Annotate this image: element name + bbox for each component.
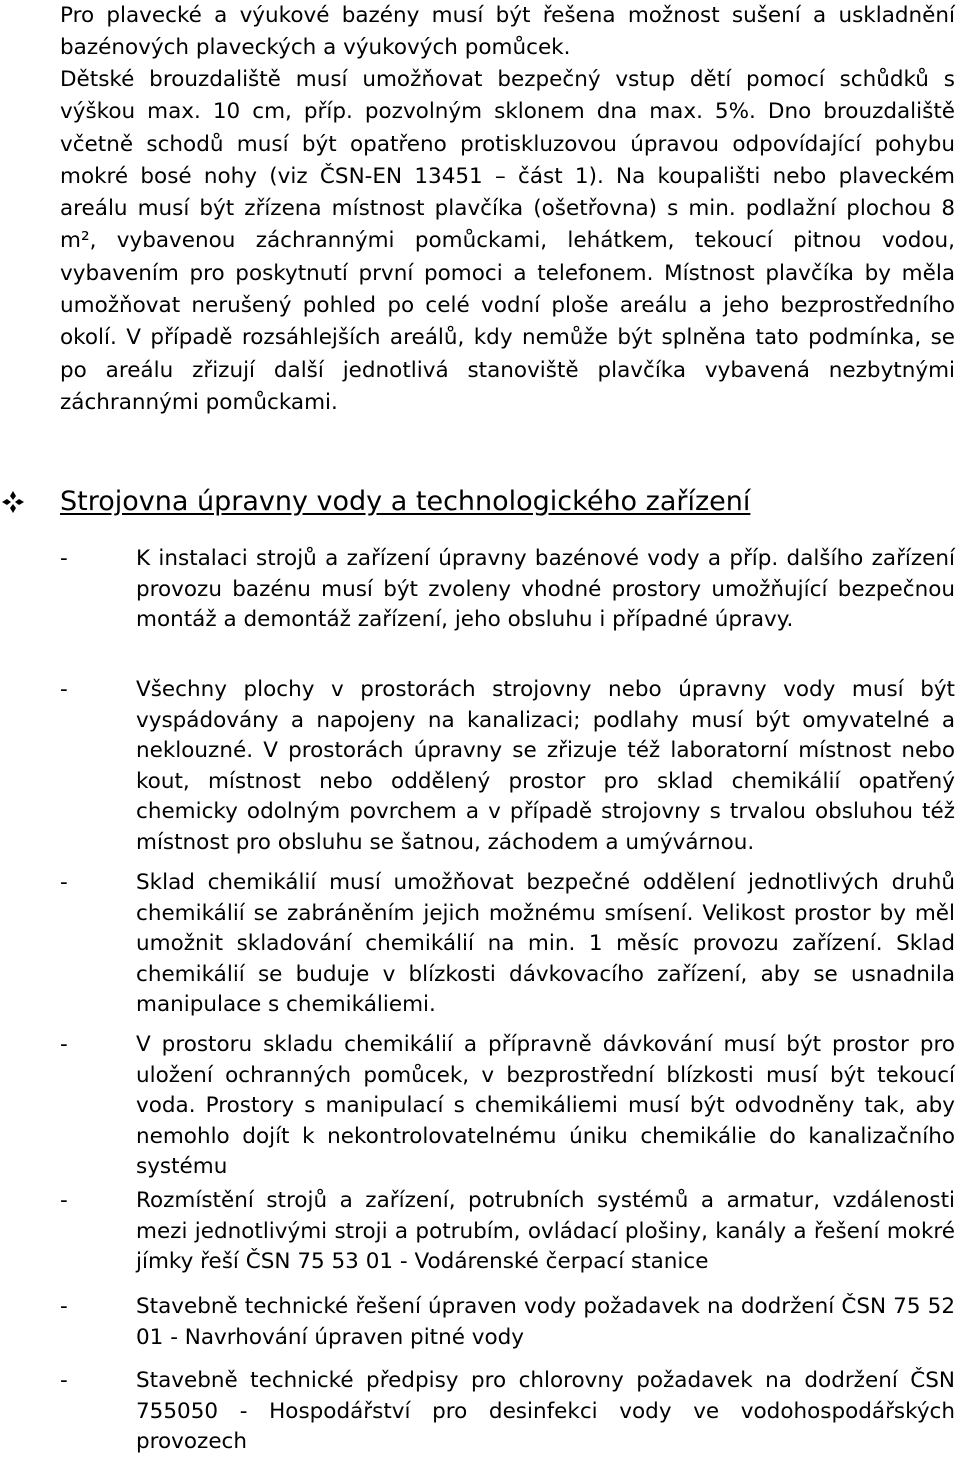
paragraph-wading-pool-tail: vybavenou záchrannými pomůckami, lehátkem, tekoucí pitnou vodou, vybavením pro poskytnutí první pomoci a telefonem. Místnost plavčíka by měla umožňovat nerušený pohled po celé vodní ploše areálu a jeho bezprostředního okolí. V případě rozsáhlejších areálů, kdy nemůže být splněna tato podmínka, se po areálu zřizují další jednotlivá stanoviště plavčíka vybavená nezbytnými záchrannými pomůckami. [60,228,955,415]
list-dash: - [60,1294,68,1319]
list-dash: - [60,1188,68,1213]
list-item-text: K instalaci strojů a zařízení úpravny bazénové vody a příp. dalšího zařízení provozu bazénu musí být zvoleny vhodné prostory umožňující bezpečnou montáž a demontáž zařízení, jeho obsluhu i případné úpravy. [136,546,955,632]
list-item-text: V prostoru skladu chemikálií a přípravně dávkování musí být prostor pro uložení ochranných pomůcek, v bezprostřední blízkosti musí být tekoucí voda. Prostory s manipulací s chemikáliemi musí být odvodněny tak, aby nemohlo dojít k nekontrolovatelnému úniku chemikálie do kanalizačního systému [136,1032,955,1179]
list-item-text: Sklad chemikálií musí umožňovat bezpečné oddělení jednotlivých druhů chemikálií se zabráněním jejich možnému smísení. Velikost prostor by měl umožnit skladování chemikálií na min. 1 měsíc provozu zařízení. Sklad chemikálií se buduje v blízkosti dávkovacího zařízení, aby se usnadnila manipulace s chemikáliemi. [136,870,955,1017]
section-heading: Strojovna úpravny vody a technologického zařízení [60,486,751,517]
list-dash: - [60,1032,68,1057]
list-dash: - [60,1368,68,1393]
list-item-text: Rozmístění strojů a zařízení, potrubních systémů a armatur, vzdálenosti mezi jednotlivými stroji a potrubím, ovládací plošiny, kanály a řešení mokré jímky řeší ČSN 75 53 01 - Vodárenské čerpací stanice [136,1188,955,1274]
paragraph-wading-pool [60,64,955,419]
paragraph-pool-drying: Pro plavecké a výukové bazény musí být řešena možnost sušení a uskladnění bazénových plaveckých a výukových pomůcek. [60,3,955,61]
list-dash: - [60,870,68,895]
list-item-text: Stavebně technické předpisy pro chlorovny požadavek na dodržení ČSN 755050 - Hospodářství pro desinfekci vody ve vodohospodářských provozech [136,1368,955,1454]
list-dash: - [60,677,68,702]
list-item-text: Všechny plochy v prostorách strojovny nebo úpravny vody musí být vyspádovány a napojeny na kanalizaci; podlahy musí být omyvatelné a neklouzné. V prostorách úpravny se zřizuje též laboratorní místnost nebo kout, místnost nebo oddělený prostor pro sklad chemikálií opatřený chemicky odolným povrchem a v případě strojovny s trvalou obsluhou též místnost pro obsluhu se šatnou, záchodem a umývárnou. [136,677,955,855]
diamond-bullet-icon [0,489,26,515]
paragraph-wading-pool-text: Dětské brouzdaliště musí umožňovat bezpečný vstup dětí pomocí schůdků s výškou max. 10 cm, příp. pozvolným sklonem dna max. 5%. Dno brouzdaliště včetně schodů musí být opatřeno protiskluzovou úpravou odpovídající pohybu mokré bosé nohy (viz ČSN-EN 13451 – část 1). Na koupališti nebo plaveckém areálu musí být zřízena místnost plavčíka (ošetřovna) s min. podlažní plochou 8 m², [60,67,955,254]
list-item-text: Stavebně technické řešení úpraven vody požadavek na dodržení ČSN 75 52 01 - Navrhování úpraven pitné vody [136,1294,955,1350]
list-dash: - [60,546,68,571]
